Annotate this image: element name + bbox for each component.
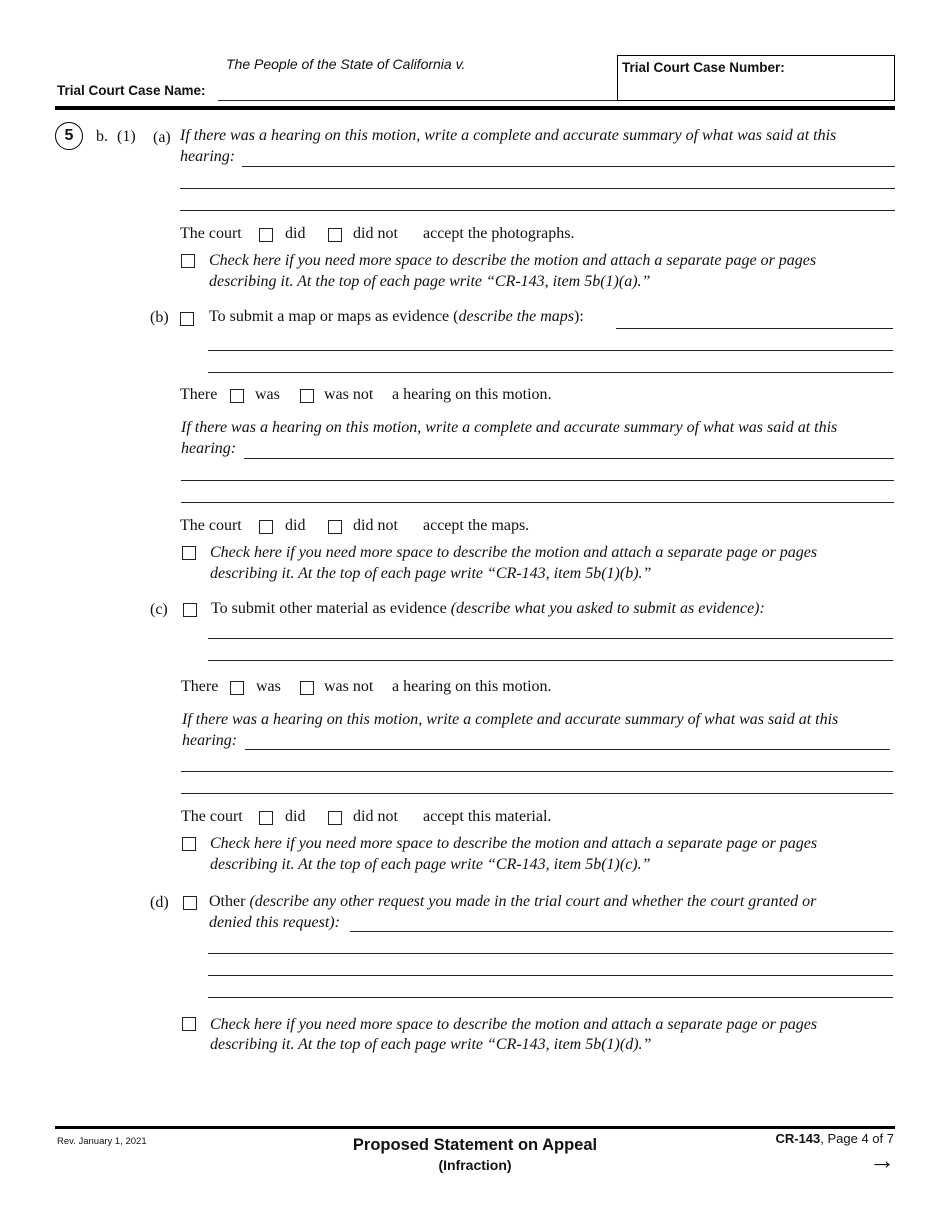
subitem-d-letter: (d) (150, 894, 169, 911)
a-summary-field-1[interactable] (242, 166, 895, 167)
c-did-not-checkbox[interactable] (328, 811, 342, 825)
c-there-label: There (181, 678, 219, 695)
c-court-label: The court (181, 808, 243, 825)
d-more-line2: describing it. At the top of each page write “CR-143, item 5b(1)(d).” (210, 1036, 652, 1053)
c-accept-text: accept this material. (423, 808, 552, 825)
people-line: The People of the State of California v. (226, 56, 466, 72)
item-number-circle: 5 (55, 122, 83, 150)
subitem-a-letter: (a) (153, 129, 171, 146)
revision-date: Rev. January 1, 2021 (57, 1136, 147, 1147)
b-court-label: The court (180, 517, 242, 534)
b-submit-text: To submit a map or maps as evidence ( (209, 308, 459, 325)
a-more-line1: Check here if you need more space to describe the motion and attach a separate page or pages (209, 252, 817, 269)
a-summary-line2: hearing: (180, 148, 236, 165)
item-subsub-label: (1) (117, 128, 136, 145)
a-did-not-checkbox[interactable] (328, 228, 342, 242)
footer-rule (55, 1126, 895, 1129)
a-summary-line1: If there was a hearing on this motion, write a complete and accurate summary of what was said at this (180, 127, 837, 144)
d-more-line1: Check here if you need more space to describe the motion and attach a separate page or pages (210, 1016, 818, 1033)
c-submit-line (211, 600, 765, 618)
b-maps-field-3[interactable] (208, 372, 893, 373)
b-maps-field-2[interactable] (208, 350, 893, 351)
c-summary-line1: If there was a hearing on this motion, write a complete and accurate summary of what was said at this (182, 711, 839, 728)
page-number: , Page 4 of 7 (820, 1131, 894, 1146)
b-was-not-checkbox[interactable] (300, 389, 314, 403)
item-sub-label: b. (96, 128, 108, 145)
d-other-field-4[interactable] (208, 997, 893, 998)
c-material-field-1[interactable] (208, 638, 893, 639)
c-material-field-2[interactable] (208, 660, 893, 661)
d-other-text: Other (209, 893, 250, 910)
a-court-label: The court (180, 225, 242, 242)
a-did-checkbox[interactable] (259, 228, 273, 242)
case-name-field[interactable] (218, 100, 618, 101)
case-number-label: Trial Court Case Number: (622, 60, 785, 75)
b-submit-line (209, 308, 584, 326)
d-other-field-3[interactable] (208, 975, 893, 976)
b-summary-line2: hearing: (181, 440, 237, 457)
b-did-not-label: did not (353, 517, 398, 534)
c-summary-field-1[interactable] (245, 749, 890, 750)
b-maps-field-1[interactable] (616, 328, 893, 329)
a-accept-text: accept the photographs. (423, 225, 575, 242)
a-more-line2: describing it. At the top of each page write “CR-143, item 5b(1)(a).” (209, 273, 651, 290)
a-did-label: did (285, 225, 306, 242)
b-was-label: was (255, 386, 280, 403)
subitem-b-letter: (b) (150, 309, 169, 326)
c-submit-checkbox[interactable] (183, 603, 197, 617)
form-subtitle: (Infraction) (438, 1157, 512, 1173)
c-summary-field-3[interactable] (181, 793, 893, 794)
b-was-not-label: was not (324, 386, 374, 403)
d-other-italic2: denied this request): (209, 914, 340, 931)
d-more-space-checkbox[interactable] (182, 1017, 196, 1031)
c-was-label: was (256, 678, 281, 695)
b-accept-text: accept the maps. (423, 517, 530, 534)
a-summary-field-3[interactable] (180, 210, 895, 211)
d-other-line1 (209, 893, 816, 911)
c-was-checkbox[interactable] (230, 681, 244, 695)
d-other-checkbox[interactable] (183, 896, 197, 910)
form-id: CR-143 (775, 1131, 821, 1146)
b-summary-field-1[interactable] (244, 458, 894, 459)
c-summary-field-2[interactable] (181, 771, 893, 772)
c-summary-line2: hearing: (182, 732, 238, 749)
b-submit-italic: describe the maps (458, 308, 575, 325)
next-page-arrow-icon: → (869, 1145, 895, 1175)
b-more-line2: describing it. At the top of each page write “CR-143, item 5b(1)(b).” (210, 565, 652, 582)
b-hearing-text: a hearing on this motion. (392, 386, 552, 403)
b-submit-checkbox[interactable] (180, 312, 194, 326)
a-did-not-label: did not (353, 225, 398, 242)
d-other-italic1: (describe any other request you made in the trial court and whether the court granted or (249, 893, 817, 910)
c-more-space-checkbox[interactable] (182, 837, 196, 851)
c-did-not-label: did not (353, 808, 398, 825)
b-there-label: There (180, 386, 218, 403)
form-title: Proposed Statement on Appeal (352, 1136, 598, 1154)
c-was-not-label: was not (324, 678, 374, 695)
d-other-field-2[interactable] (208, 953, 893, 954)
case-name-label: Trial Court Case Name: (57, 83, 206, 98)
b-was-checkbox[interactable] (230, 389, 244, 403)
subitem-c-letter: (c) (150, 601, 168, 618)
c-was-not-checkbox[interactable] (300, 681, 314, 695)
c-submit-text: To submit other material as evidence (211, 600, 451, 617)
c-submit-italic: (describe what you asked to submit as evidence): (450, 600, 765, 617)
a-summary-field-2[interactable] (180, 188, 895, 189)
header-rule (55, 106, 895, 110)
case-number-field[interactable] (617, 55, 895, 101)
c-more-line2: describing it. At the top of each page write “CR-143, item 5b(1)(c).” (210, 856, 651, 873)
b-did-checkbox[interactable] (259, 520, 273, 534)
b-summary-field-3[interactable] (181, 502, 894, 503)
c-did-label: did (285, 808, 306, 825)
d-other-field-1[interactable] (350, 931, 893, 932)
c-did-checkbox[interactable] (259, 811, 273, 825)
b-did-not-checkbox[interactable] (328, 520, 342, 534)
c-hearing-text: a hearing on this motion. (392, 678, 552, 695)
b-summary-line1: If there was a hearing on this motion, write a complete and accurate summary of what was said at this (181, 419, 838, 436)
a-more-space-checkbox[interactable] (181, 254, 195, 268)
b-summary-field-2[interactable] (181, 480, 894, 481)
b-more-space-checkbox[interactable] (182, 546, 196, 560)
page-indicator (775, 1131, 894, 1146)
b-did-label: did (285, 517, 306, 534)
c-more-line1: Check here if you need more space to describe the motion and attach a separate page or pages (210, 835, 818, 852)
b-more-line1: Check here if you need more space to describe the motion and attach a separate page or pages (210, 544, 818, 561)
b-submit-end: ): (574, 308, 584, 325)
